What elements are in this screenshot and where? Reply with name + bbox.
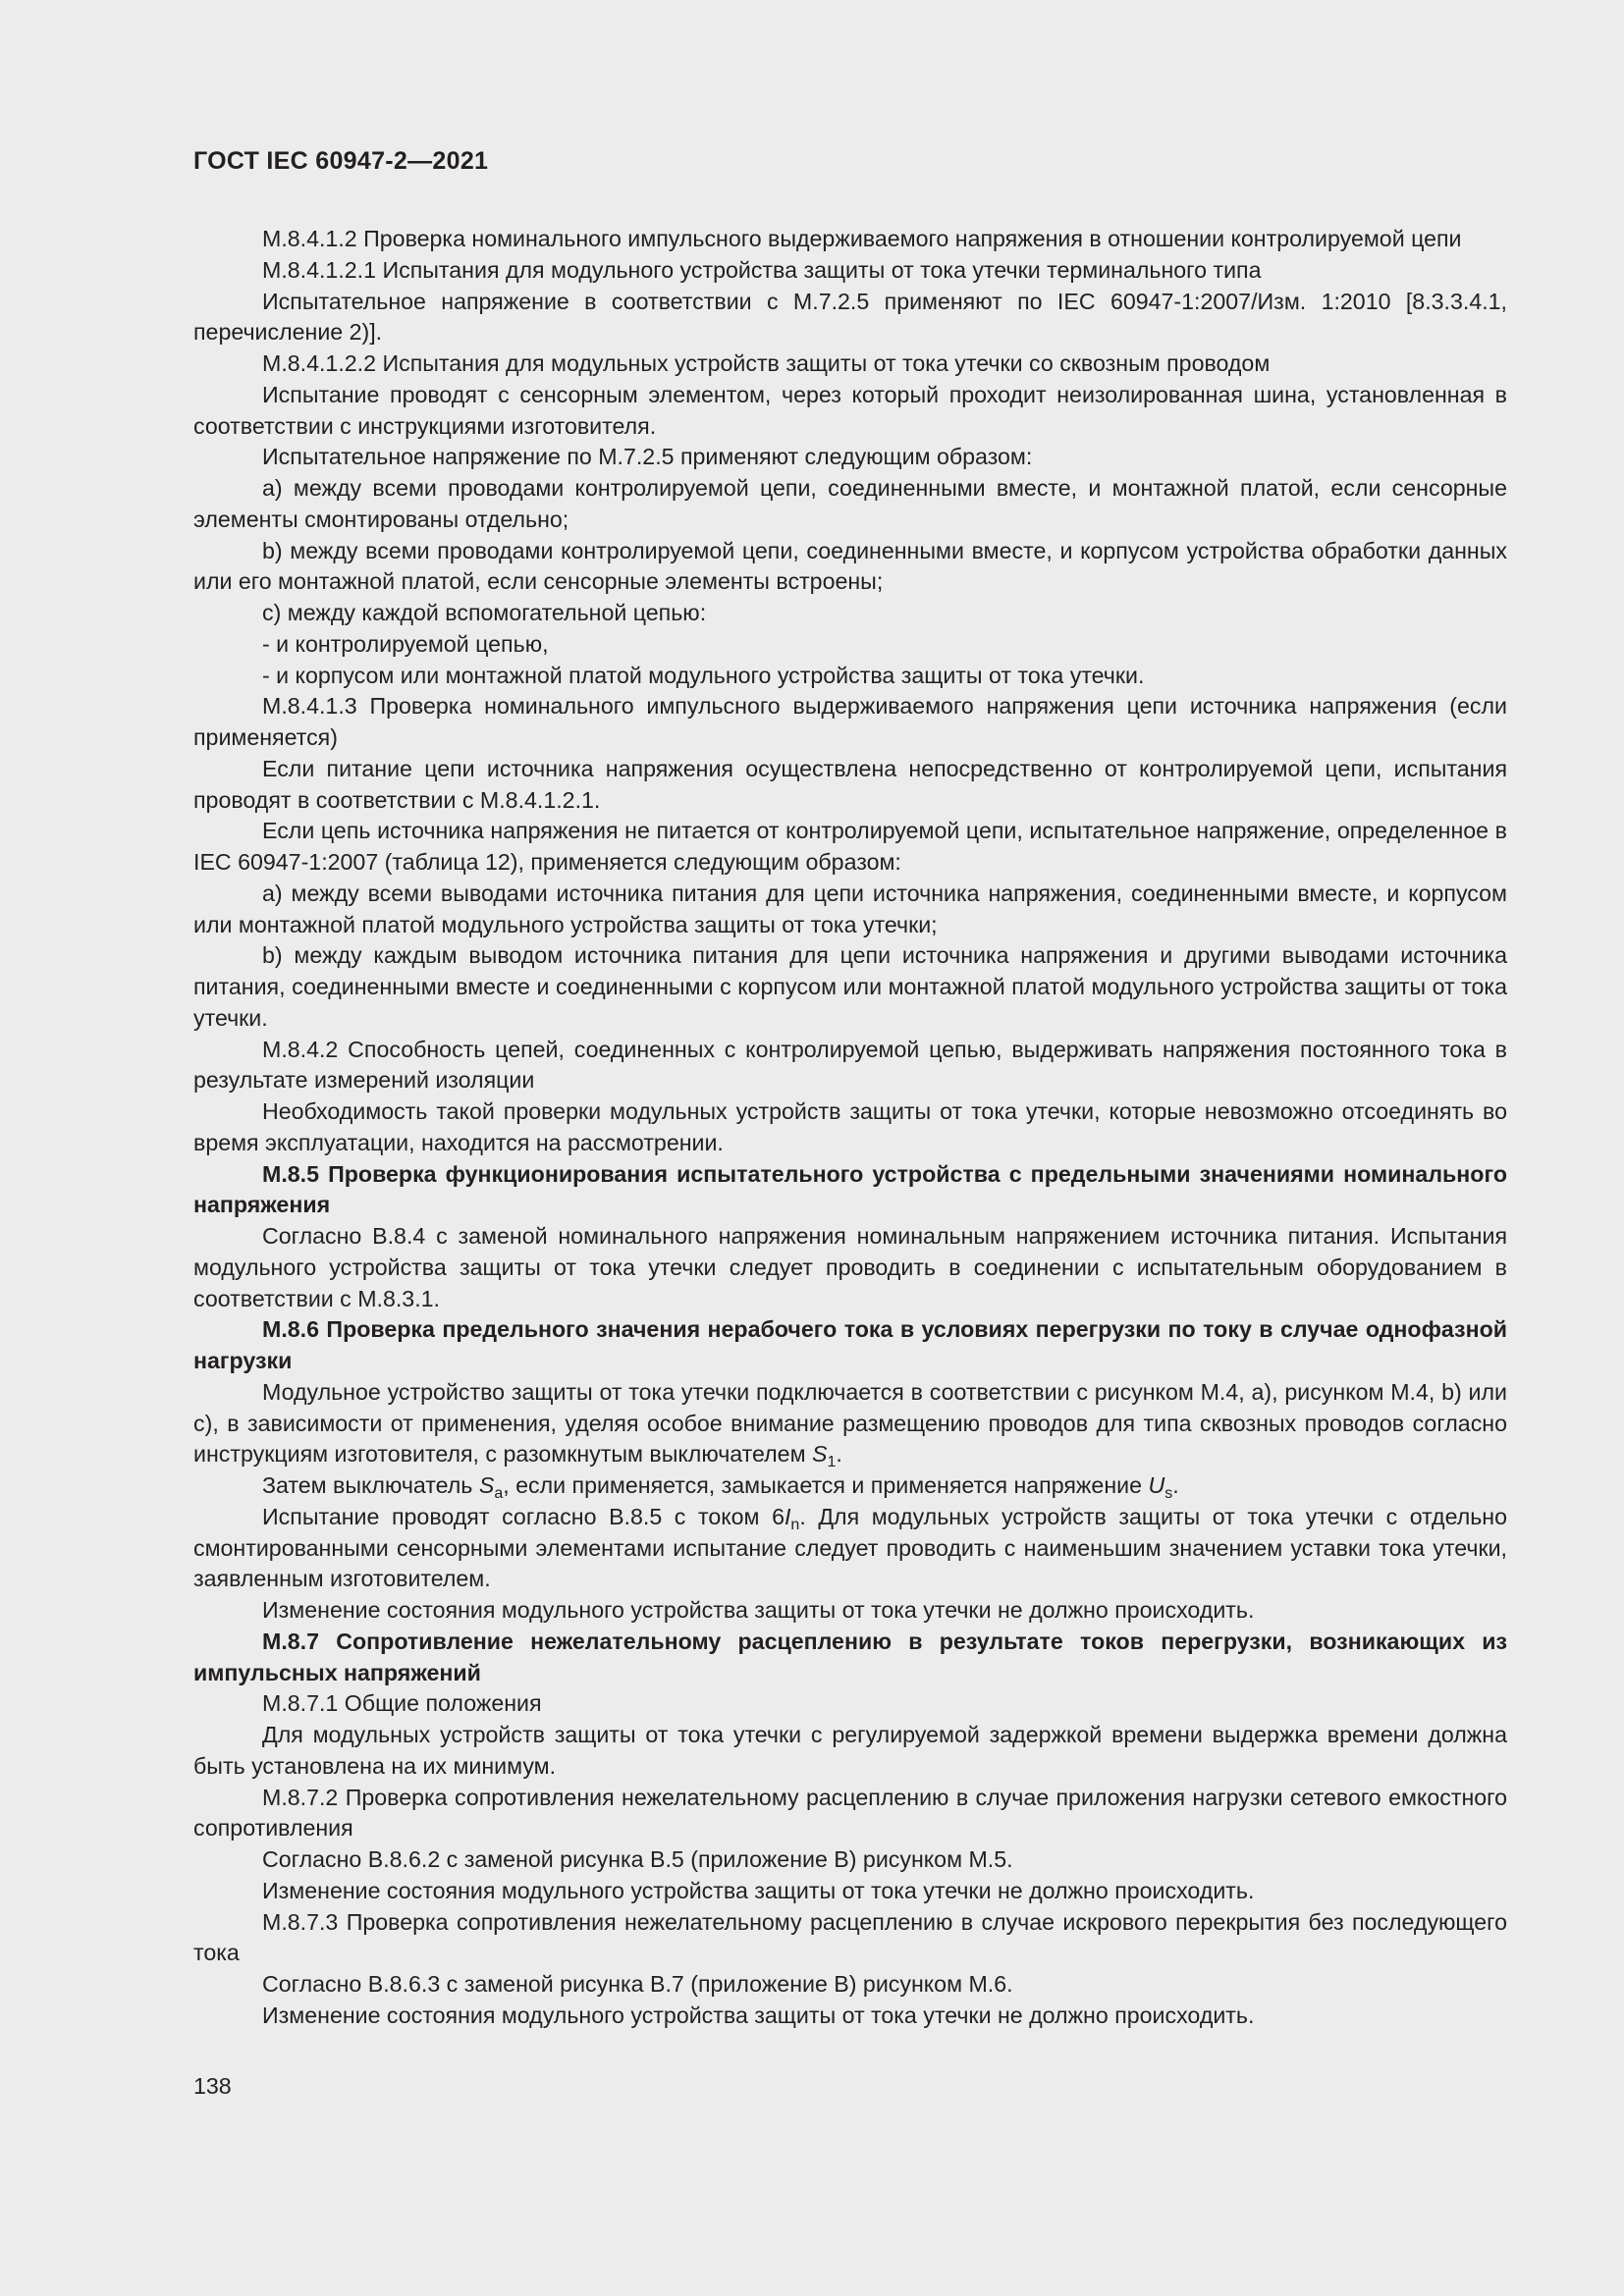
paragraph: Изменение состояния модульного устройства защиты от тока утечки не должно происходить. — [262, 2002, 1255, 2028]
paragraph: Если цепь источника напряжения не питается от контролируемой цепи, испытательное напряжение, определенное в IEC 60947-1:2007 (таблица 12), применяется следующим образом: — [193, 818, 1507, 875]
symbol: I — [784, 1503, 791, 1529]
list-item: a) между всеми проводами контролируемой цепи, соединенными вместе, и монтажной платой, если сенсорные элементы смонтированы отдельно; — [193, 475, 1507, 532]
section-heading: М.8.7 Сопротивление нежелательному расцеплению в результате токов перегрузки, возникающих из импульсных напряжений — [193, 1628, 1507, 1685]
paragraph: М.8.7.1 Общие положения — [262, 1690, 542, 1717]
list-item: - и корпусом или монтажной платой модульного устройства защиты от тока утечки. — [262, 662, 1145, 688]
list-item: c) между каждой вспомогательной цепью: — [262, 600, 707, 625]
subscript: s — [1164, 1485, 1173, 1502]
subscript: a — [494, 1485, 504, 1502]
paragraph: М.8.7.2 Проверка сопротивления нежелательному расцеплению в случае приложения нагрузки сетевого емкостного сопротивления — [193, 1784, 1507, 1842]
symbol: S — [478, 1472, 495, 1498]
paragraph: Изменение состояния модульного устройства защиты от тока утечки не должно происходить. — [262, 1877, 1255, 1903]
paragraph — [193, 1377, 1507, 1470]
subscript: 1 — [827, 1454, 837, 1471]
subscript: n — [790, 1516, 800, 1533]
paragraph — [193, 1502, 1507, 1595]
section-heading: М.8.5 Проверка функционирования испытательного устройства с предельными значениями номинального напряжения — [193, 1160, 1507, 1218]
text-run: Затем выключатель — [262, 1472, 479, 1498]
paragraph: Если питание цепи источника напряжения осуществлена непосредственно от контролируемой цепи, испытания проводят в соответствии с М.8.4.1.2.1. — [193, 755, 1507, 813]
document-header: ГОСТ IEC 60947-2—2021 — [193, 147, 489, 175]
text-run: Испытание проводят согласно B.8.5 с током 6 — [262, 1503, 785, 1529]
symbol: S — [811, 1441, 828, 1468]
text-run: . — [836, 1441, 842, 1468]
page-number: 138 — [193, 2073, 232, 2099]
paragraph: М.8.4.1.2.2 Испытания для модульных устройств защиты от тока утечки со сквозным проводом — [262, 350, 1271, 376]
paragraph — [193, 1470, 1507, 1502]
list-item: b) между всеми проводами контролируемой цепи, соединенными вместе, и корпусом устройства обработки данных или его монтажной платой, если сенсорные элементы встроены; — [193, 537, 1507, 595]
list-item: a) между всеми выводами источника питания для цепи источника напряжения, соединенными вместе, и корпусом или монтажной платой модульного устройства защиты от тока утечки; — [193, 880, 1507, 937]
paragraph: Согласно B.8.4 с заменой номинального напряжения номинальным напряжением источника питания. Испытания модульного устройства защиты от тока утечки следует проводить в соединении с испытательным оборудованием в соответствии с М.8.3.1. — [193, 1223, 1507, 1311]
paragraph: Испытание проводят с сенсорным элементом, через который проходит неизолированная шина, установленная в соответствии с инструкциями изготовителя. — [193, 381, 1507, 439]
text-run: . Для модульных устройств защиты от тока утечки с отдельно смонтированными сенсорными элементами испытание следует проводить с наименьшим значением уставки тока утечки, заявленным изготовителем. — [193, 1503, 1507, 1592]
paragraph: М.8.4.1.3 Проверка номинального импульсного выдерживаемого напряжения цепи источника напряжения (если применяется) — [193, 693, 1507, 750]
text-run: Модульное устройство защиты от тока утечки подключается в соответствии с рисунком М.4, a), рисунком М.4, b) или c), в зависимости от применения, уделяя особое внимание размещению проводов для типа сквозных проводов согласно инструкциям изготовителя, с разомкнутым выключателем — [193, 1378, 1507, 1468]
paragraph: М.8.7.3 Проверка сопротивления нежелательному расцеплению в случае искрового перекрытия без последующего тока — [193, 1908, 1507, 1966]
paragraph: Согласно B.8.6.2 с заменой рисунка B.5 (приложение B) рисунком М.5. — [262, 1846, 1013, 1872]
paragraph: Испытательное напряжение по М.7.2.5 применяют следующим образом: — [262, 444, 1033, 470]
paragraph: Необходимость такой проверки модульных устройств защиты от тока утечки, которые невозможно отсоединять во время эксплуатации, находится на рассмотрении. — [193, 1098, 1507, 1155]
document-body — [193, 224, 1507, 2032]
symbol: U — [1148, 1472, 1165, 1498]
section-heading: М.8.6 Проверка предельного значения нерабочего тока в условиях перегрузки по току в случае однофазной нагрузки — [193, 1316, 1507, 1373]
paragraph: Испытательное напряжение в соответствии с М.7.2.5 применяют по IEC 60947-1:2007/Изм. 1:2010 [8.3.3.4.1, перечисление 2)]. — [193, 288, 1507, 346]
list-item: - и контролируемой цепью, — [262, 630, 549, 657]
text-run: . — [1172, 1472, 1179, 1498]
paragraph: Согласно B.8.6.3 с заменой рисунка B.7 (приложение B) рисунком М.6. — [262, 1971, 1013, 1997]
paragraph: М.8.4.1.2 Проверка номинального импульсного выдерживаемого напряжения в отношении контролируемой цепи — [262, 226, 1462, 251]
text-run: , если применяется, замыкается и применяется напряжение — [503, 1472, 1149, 1498]
paragraph: М.8.4.2 Способность цепей, соединенных с контролируемой цепью, выдерживать напряжения постоянного тока в результате измерений изоляции — [193, 1036, 1507, 1094]
paragraph: Изменение состояния модульного устройства защиты от тока утечки не должно происходить. — [262, 1597, 1255, 1623]
paragraph: М.8.4.1.2.1 Испытания для модульного устройства защиты от тока утечки терминального типа — [262, 256, 1262, 283]
paragraph: Для модульных устройств защиты от тока утечки с регулируемой задержкой времени выдержка времени должна быть установлена на их минимум. — [193, 1722, 1507, 1779]
list-item: b) между каждым выводом источника питания для цепи источника напряжения и другими выводами источника питания, соединенными вместе и соединенными с корпусом или монтажной платой модульного устройства защиты от тока утечки. — [193, 942, 1507, 1031]
